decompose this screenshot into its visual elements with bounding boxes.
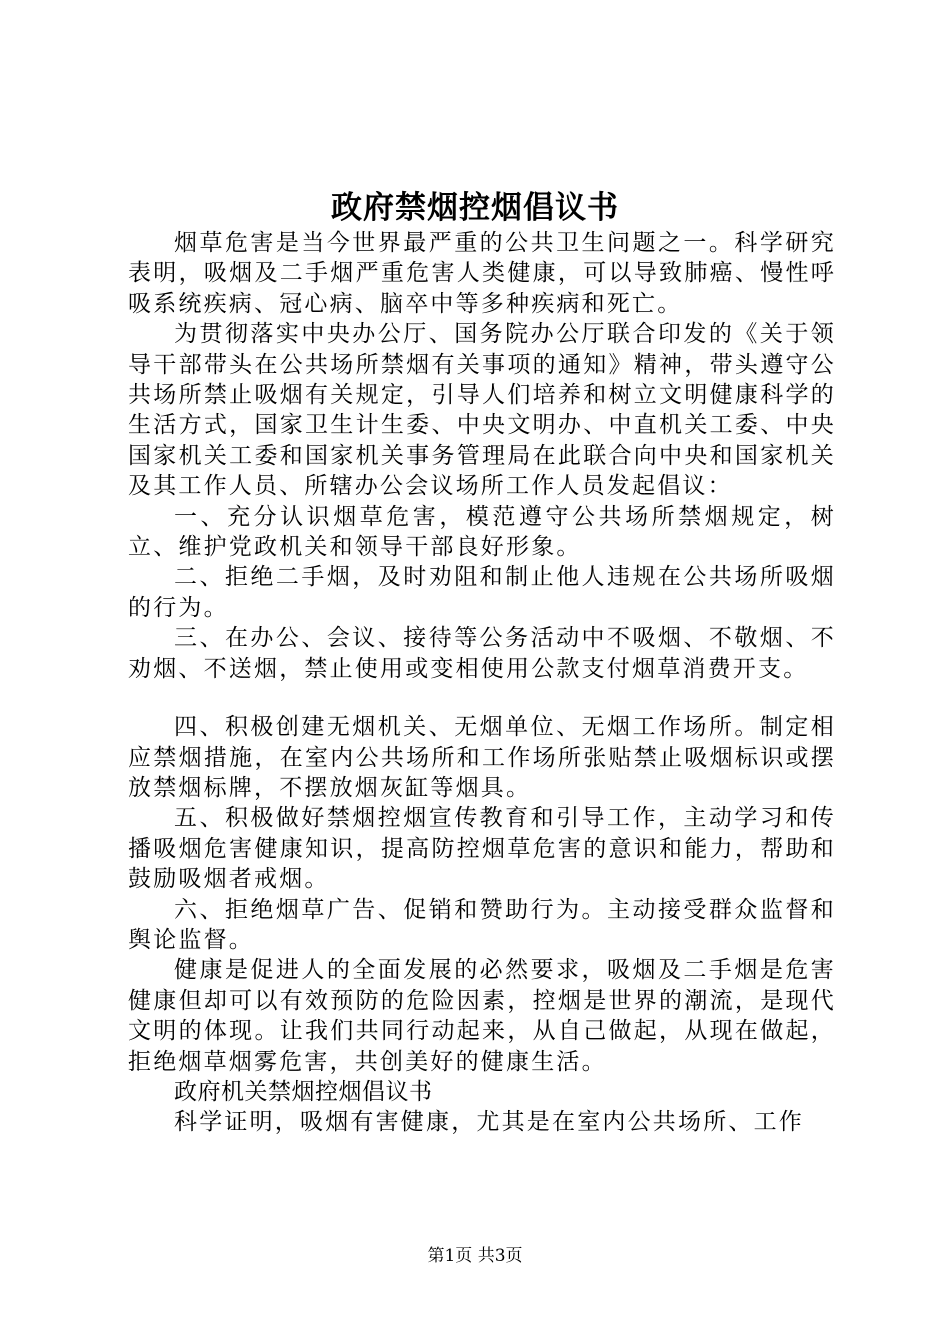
paragraph-subtitle: 政府机关禁烟控烟倡议书	[174, 1078, 433, 1105]
paragraph-intro: 烟草危害是当今世界最严重的公共卫生问题之一。科学研究表明，吸烟及二手烟严重危害人类健康，可以导致肺癌、慢性呼吸系统疾病、冠心病、脑卒中等多种疾病和死亡。	[128, 230, 836, 317]
paragraph-conclusion: 健康是促进人的全面发展的必然要求，吸烟及二手烟是危害健康但却可以有效预防的危险因素，控烟是世界的潮流，是现代文明的体现。让我们共同行动起来，从自己做起，从现在做起，拒绝烟草烟雾危害，共创美好的健康生活。	[128, 957, 836, 1075]
paragraph-item-4: 四、积极创建无烟机关、无烟单位、无烟工作场所。制定相应禁烟措施，在室内公共场所和工作场所张贴禁止吸烟标识或摆放禁烟标牌，不摆放烟灰缸等烟具。	[128, 714, 836, 801]
paragraph-item-1: 一、充分认识烟草危害，模范遵守公共场所禁烟规定，树立、维护党政机关和领导干部良好形象。	[128, 503, 836, 561]
paragraph-item-5: 五、积极做好禁烟控烟宣传教育和引导工作，主动学习和传播吸烟危害健康知识，提高防控烟草危害的意识和能力，帮助和鼓励吸烟者戒烟。	[128, 805, 836, 893]
paragraph-item-3: 三、在办公、会议、接待等公务活动中不吸烟、不敬烟、不劝烟、不送烟，禁止使用或变相使用公款支付烟草消费开支。	[128, 625, 836, 682]
document-body	[128, 228, 836, 1138]
paragraph-continuation: 科学证明，吸烟有害健康，尤其是在室内公共场所、工作	[174, 1109, 804, 1136]
paragraph-item-6: 六、拒绝烟草广告、促销和赞助行为。主动接受群众监督和舆论监督。	[128, 896, 836, 953]
document-title: 政府禁烟控烟倡议书	[331, 190, 619, 226]
paragraph-initiative: 为贯彻落实中央办公厅、国务院办公厅联合印发的《关于领导干部带头在公共场所禁烟有关事项的通知》精神，带头遵守公共场所禁止吸烟有关规定，引导人们培养和树立文明健康科学的生活方式，国家卫生计生委、中央文明办、中直机关工委、中央国家机关工委和国家机关事务管理局在此联合向中央和国家机关及其工作人员、所辖办公会议场所工作人员发起倡议：	[128, 321, 836, 500]
page-footer: 第1页 共3页	[427, 1246, 523, 1266]
paragraph-item-2: 二、拒绝二手烟，及时劝阻和制止他人违规在公共场所吸烟的行为。	[128, 564, 836, 621]
